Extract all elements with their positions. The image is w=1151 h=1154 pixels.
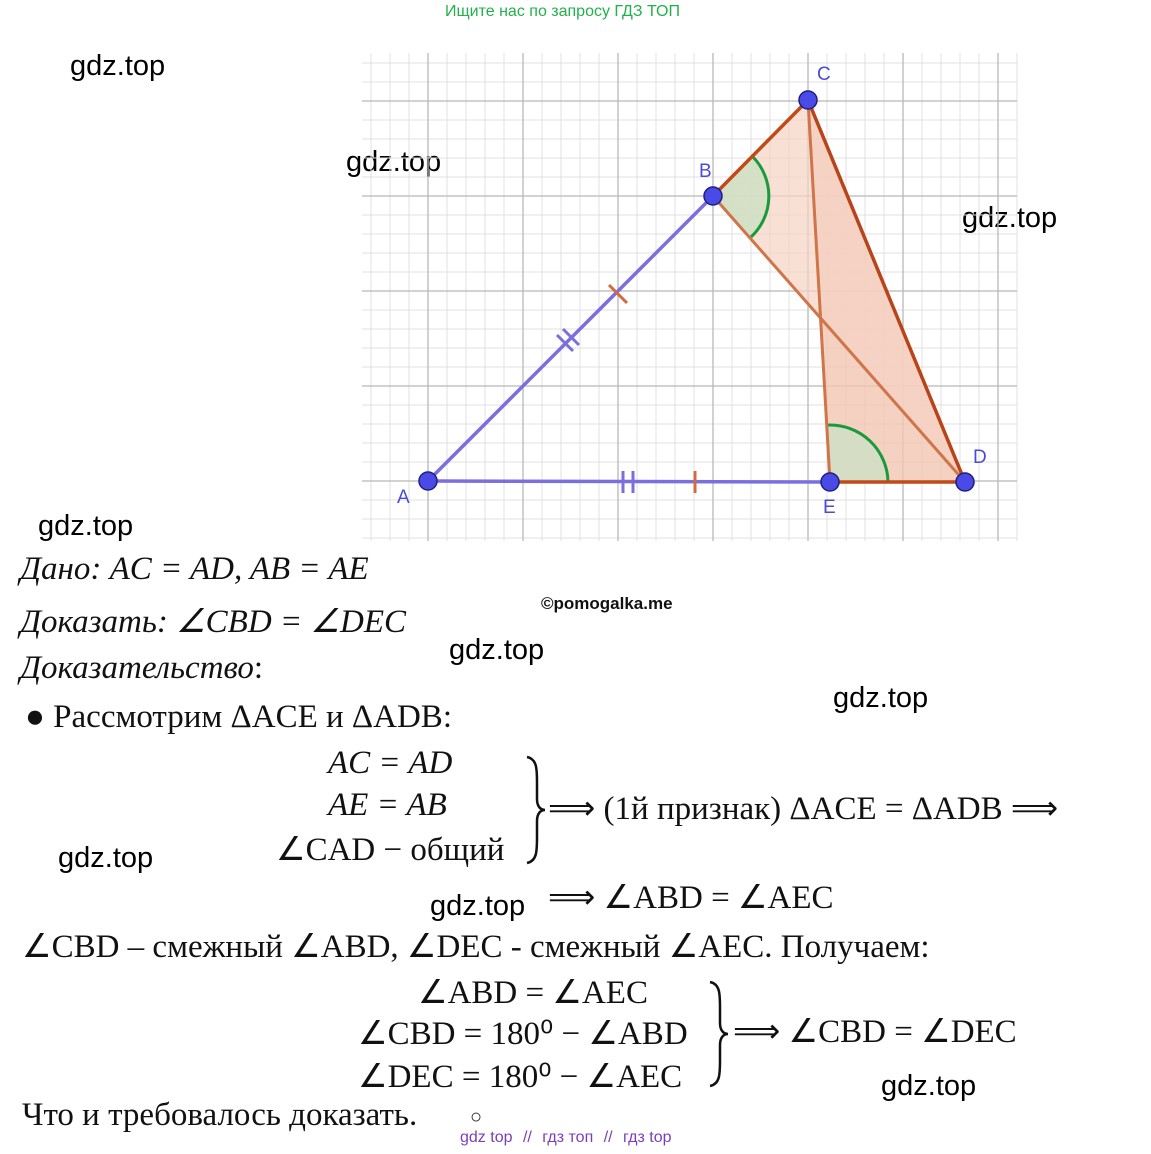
footer-separator: // [603, 1129, 613, 1146]
given-expr: : AC = AD, AB = AE [90, 551, 369, 587]
footer-links [460, 1129, 672, 1147]
watermark: gdz.top [449, 634, 545, 666]
point-c [799, 91, 817, 109]
point-b [704, 187, 722, 205]
footer-link-gdz-top-mixed[interactable]: гдз top [623, 1129, 672, 1146]
sys2-result: ⟹ ∠CBD = ∠DEC [733, 1014, 1017, 1050]
sys1-brace [523, 755, 547, 865]
watermark: gdz.top [430, 890, 526, 922]
sys1-line-2: AE = AB [328, 787, 447, 823]
watermark: gdz.top [346, 146, 442, 178]
label-d: D [973, 447, 987, 468]
conclusion: Что и требовалось доказать. [22, 1097, 418, 1133]
copyright-label: ©pomogalka.me [541, 594, 673, 613]
given-label: Дано [20, 551, 91, 587]
footer-link-gdz-top-ru[interactable]: гдз топ [542, 1129, 594, 1146]
segment-ae [428, 481, 830, 482]
label-c: C [817, 64, 831, 85]
proof-label: Доказательство [20, 650, 254, 686]
prove-line [20, 601, 406, 641]
adjacent-line: ∠CBD – смежный ∠ABD, ∠DEC - смежный ∠AEC. Получаем: [22, 929, 930, 965]
point-e [821, 473, 839, 491]
label-a: A [397, 487, 410, 508]
watermark: gdz.top [881, 1070, 977, 1102]
sys2-line-3: ∠DEC = 180⁰ − ∠AEC [358, 1059, 683, 1095]
sys2-line-2: ∠CBD = 180⁰ − ∠ABD [358, 1016, 688, 1052]
proof-heading [20, 650, 263, 687]
proof-colon: : [253, 650, 264, 686]
sys1-line-3: ∠CAD − общий [276, 832, 505, 868]
watermark: gdz.top [58, 842, 154, 874]
sys2-brace [706, 980, 730, 1088]
label-b: B [699, 161, 712, 182]
watermark: gdz.top [833, 682, 929, 714]
sys2-line-1: ∠ABD = ∠AEC [418, 975, 648, 1011]
sys1-line-1: AC = AD [328, 745, 453, 781]
prove-label: Доказать [20, 604, 157, 640]
prove-expr: : ∠CBD = ∠DEC [156, 604, 407, 640]
triangle-figure [355, 50, 1020, 545]
circle-mark-icon: ○ [470, 1106, 483, 1128]
watermark: gdz.top [70, 50, 166, 82]
footer-link-gdz-top[interactable]: gdz top [460, 1129, 513, 1146]
label-e: E [823, 497, 836, 518]
step-1: ● Рассмотрим ΔACE и ΔADB: [25, 699, 452, 735]
sys1-result: ⟹ (1й признак) ΔACE = ΔADB ⟹ [548, 791, 1059, 827]
result-2: ⟹ ∠ABD = ∠AEC [548, 880, 834, 916]
footer-separator: // [522, 1129, 532, 1146]
point-d [956, 473, 974, 491]
given-line [20, 551, 369, 588]
watermark: gdz.top [962, 202, 1058, 234]
search-hint: Ищите нас по запросу ГДЗ ТОП [445, 3, 680, 20]
watermark: gdz.top [38, 510, 134, 542]
point-a [419, 472, 437, 490]
